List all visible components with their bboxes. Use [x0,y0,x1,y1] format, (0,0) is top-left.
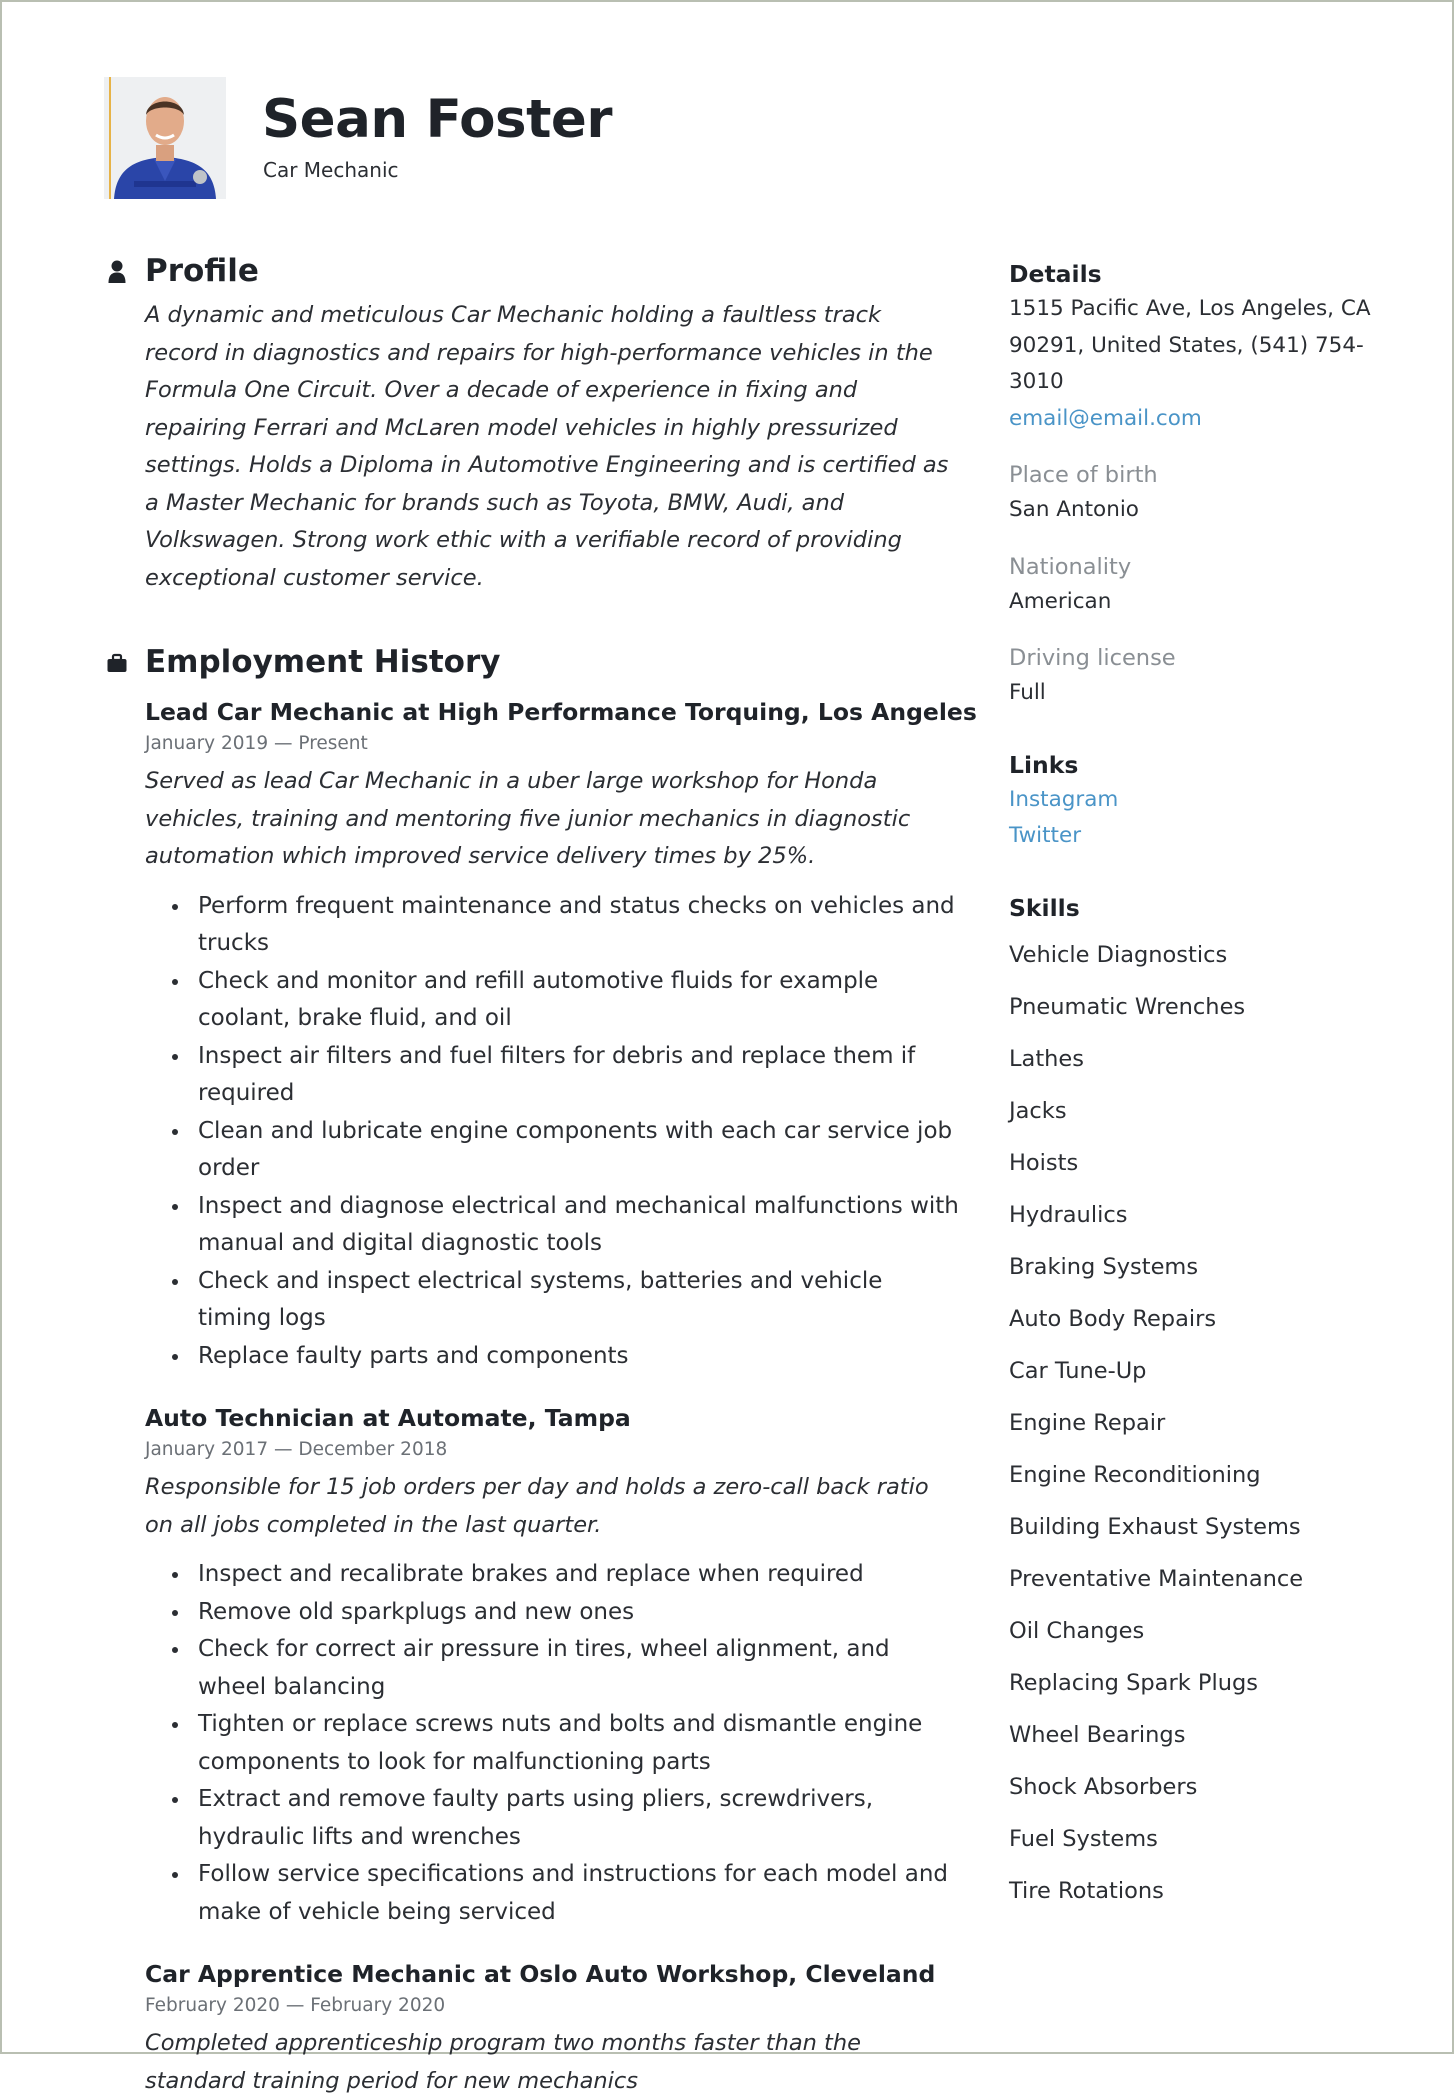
avatar [104,77,226,199]
skill-item: Tire Rotations [1009,1877,1164,1904]
profile-photo [104,77,226,199]
list-item: Remove old sparkplugs and new ones [145,1594,960,1632]
job-duties-list [145,888,960,1376]
list-item: Check and monitor and refill automotive fluids for example coolant, brake fluid, and oil [145,963,960,1038]
skills-heading: Skills [1009,893,1080,922]
instagram-link[interactable]: Instagram [1009,786,1119,812]
employment-section [106,641,977,2100]
profile-heading [106,250,966,294]
job-dates: January 2019 — Present [145,733,368,754]
skill-item: Replacing Spark Plugs [1009,1669,1258,1696]
skill-item: Engine Reconditioning [1009,1461,1261,1488]
skill-item: Vehicle Diagnostics [1009,941,1228,968]
details-heading: Details [1009,260,1102,288]
skill-item: Hoists [1009,1149,1079,1176]
skill-item: Braking Systems [1009,1253,1199,1280]
list-item: Extract and remove faulty parts using pliers, screwdrivers, hydraulic lifts and wrenches [145,1781,960,1856]
profile-title: Profile [145,253,259,289]
employment-title: Employment History [145,644,501,680]
list-item: Check for correct air pressure in tires, wheel alignment, and wheel balancing [145,1631,960,1706]
main-column [106,250,977,2100]
list-item: Tighten or replace screws nuts and bolts and dismantle engine components to look for malfunctioning parts [145,1706,960,1781]
job-dates: February 2020 — February 2020 [145,1995,446,2016]
list-item: Inspect air filters and fuel filters for debris and replace them if required [145,1038,960,1113]
sidebar-column [1009,257,1399,1917]
skill-item: Fuel Systems [1009,1825,1158,1852]
skill-item: Engine Repair [1009,1409,1166,1436]
place-of-birth-value: San Antonio [1009,497,1139,522]
links-heading: Links [1009,750,1079,779]
nationality-value: American [1009,588,1112,614]
employment-heading [106,641,966,685]
skill-item: Shock Absorbers [1009,1773,1198,1800]
candidate-job-title: Car Mechanic [263,158,399,182]
job-dates: January 2017 — December 2018 [145,1439,448,1460]
list-item: Inspect and recalibrate brakes and replace when required [145,1556,960,1594]
job-summary: Served as lead Car Mechanic in a uber large workshop for Honda vehicles, training and mentoring five junior mechanics in diagnostic automation which improved service delivery times by 25%. [145,768,911,869]
skill-item: Preventative Maintenance [1009,1565,1304,1592]
skill-item: Lathes [1009,1045,1084,1072]
skill-item: Hydraulics [1009,1201,1128,1228]
job-title: Lead Car Mechanic at High Performance Torquing, Los Angeles [145,698,977,726]
place-of-birth-label: Place of birth [1009,462,1158,488]
skill-item: Oil Changes [1009,1617,1145,1644]
skill-item: Wheel Bearings [1009,1721,1186,1748]
candidate-name: Sean Foster [262,89,612,150]
driving-license-label: Driving license [1009,645,1176,671]
twitter-link[interactable]: Twitter [1009,823,1082,848]
job-duties-list [145,1556,960,1931]
job-title: Car Apprentice Mechanic at Oslo Auto Workshop, Cleveland [145,1960,936,1988]
person-icon [106,259,128,285]
skills-list [1009,929,1399,1917]
list-item: Perform frequent maintenance and status checks on vehicles and trucks [145,888,960,963]
skill-item: Pneumatic Wrenches [1009,993,1246,1020]
list-item: Clean and lubricate engine components with each car service job order [145,1113,960,1188]
skill-item: Building Exhaust Systems [1009,1513,1301,1540]
list-item: Replace faulty parts and components [145,1338,960,1376]
skill-item: Car Tune-Up [1009,1357,1147,1384]
list-item: Inspect and diagnose electrical and mechanical malfunctions with manual and digital diagnostic tools [145,1188,960,1263]
nationality-label: Nationality [1009,553,1132,580]
list-item: Check and inspect electrical systems, batteries and vehicle timing logs [145,1263,960,1338]
email-link[interactable]: email@email.com [1009,405,1202,431]
address-phone: 1515 Pacific Ave, Los Angeles, CA 90291, United States, (541) 754-3010 [1009,296,1371,394]
job-summary: Responsible for 15 job orders per day and holds a zero-call back ratio on all jobs completed in the last quarter. [145,1474,929,1538]
job-entry [145,1401,960,1931]
job-entry [145,1957,960,2100]
skill-item: Jacks [1009,1097,1067,1124]
job-summary: Completed apprenticeship program two months faster than the standard training period for new mechanics [145,2030,861,2094]
driving-license-value: Full [1009,680,1046,705]
profile-summary: A dynamic and meticulous Car Mechanic holding a faultless track record in diagnostics and repairs for high-performance vehicles in the Formula One Circuit. Over a decade of experience in fixing and repairing Ferrari and McLaren model vehicles in highly pressurized settings. Holds a Diploma in Automotive Engineering and is certified as a Master Mechanic for brands such as Toyota, BMW, Audi, and Volkswagen. Strong work ethic with a verifiable record of providing exceptional customer service. [145,302,949,591]
skill-item: Auto Body Repairs [1009,1305,1217,1332]
list-item: Follow service specifications and instructions for each model and make of vehicle being serviced [145,1856,960,1931]
briefcase-icon [106,650,128,676]
job-title: Auto Technician at Automate, Tampa [145,1404,631,1432]
job-entry [145,695,977,1375]
